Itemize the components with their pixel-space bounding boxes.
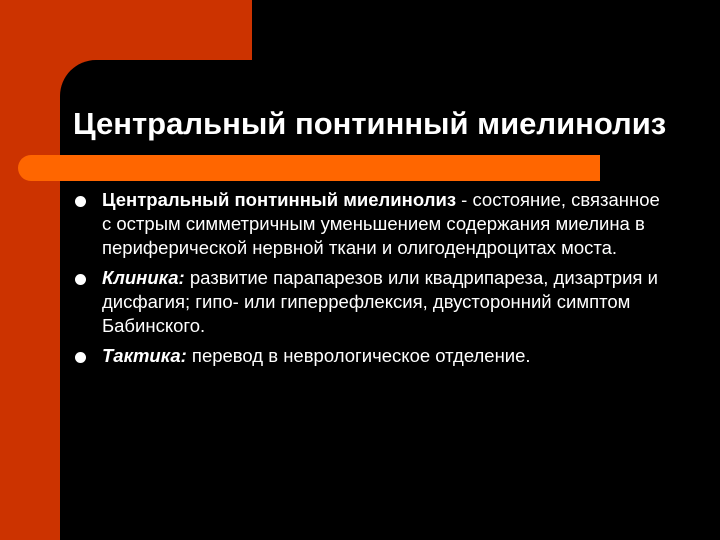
bullet-text: - состояние, связанное с острым симметричным уменьшением содержания миелина в периферической нервной ткани и олигодендроцитах моста. [102, 189, 660, 258]
bullet-lead: Центральный понтинный миелинолиз [102, 189, 457, 210]
bullet-list [73, 188, 673, 374]
title-accent-bar [18, 155, 600, 181]
bullet-dot-icon [75, 352, 86, 363]
bullet-dot-icon [75, 196, 86, 207]
bullet-item-tactics [73, 344, 673, 368]
bullet-lead: Клиника: [102, 267, 185, 288]
bullet-text: перевод в неврологическое отделение. [186, 345, 531, 366]
slide-title: Центральный понтинный миелинолиз [73, 106, 667, 141]
bullet-item-clinic [73, 266, 673, 338]
bullet-dot-icon [75, 274, 86, 285]
bullet-lead: Тактика: [102, 345, 187, 366]
bullet-item-definition [73, 188, 673, 260]
bullet-text: развитие парапарезов или квадрипареза, дизартрия и дисфагия; гипо- или гиперрефлексия, двусторонний симптом Бабинского. [102, 267, 658, 336]
